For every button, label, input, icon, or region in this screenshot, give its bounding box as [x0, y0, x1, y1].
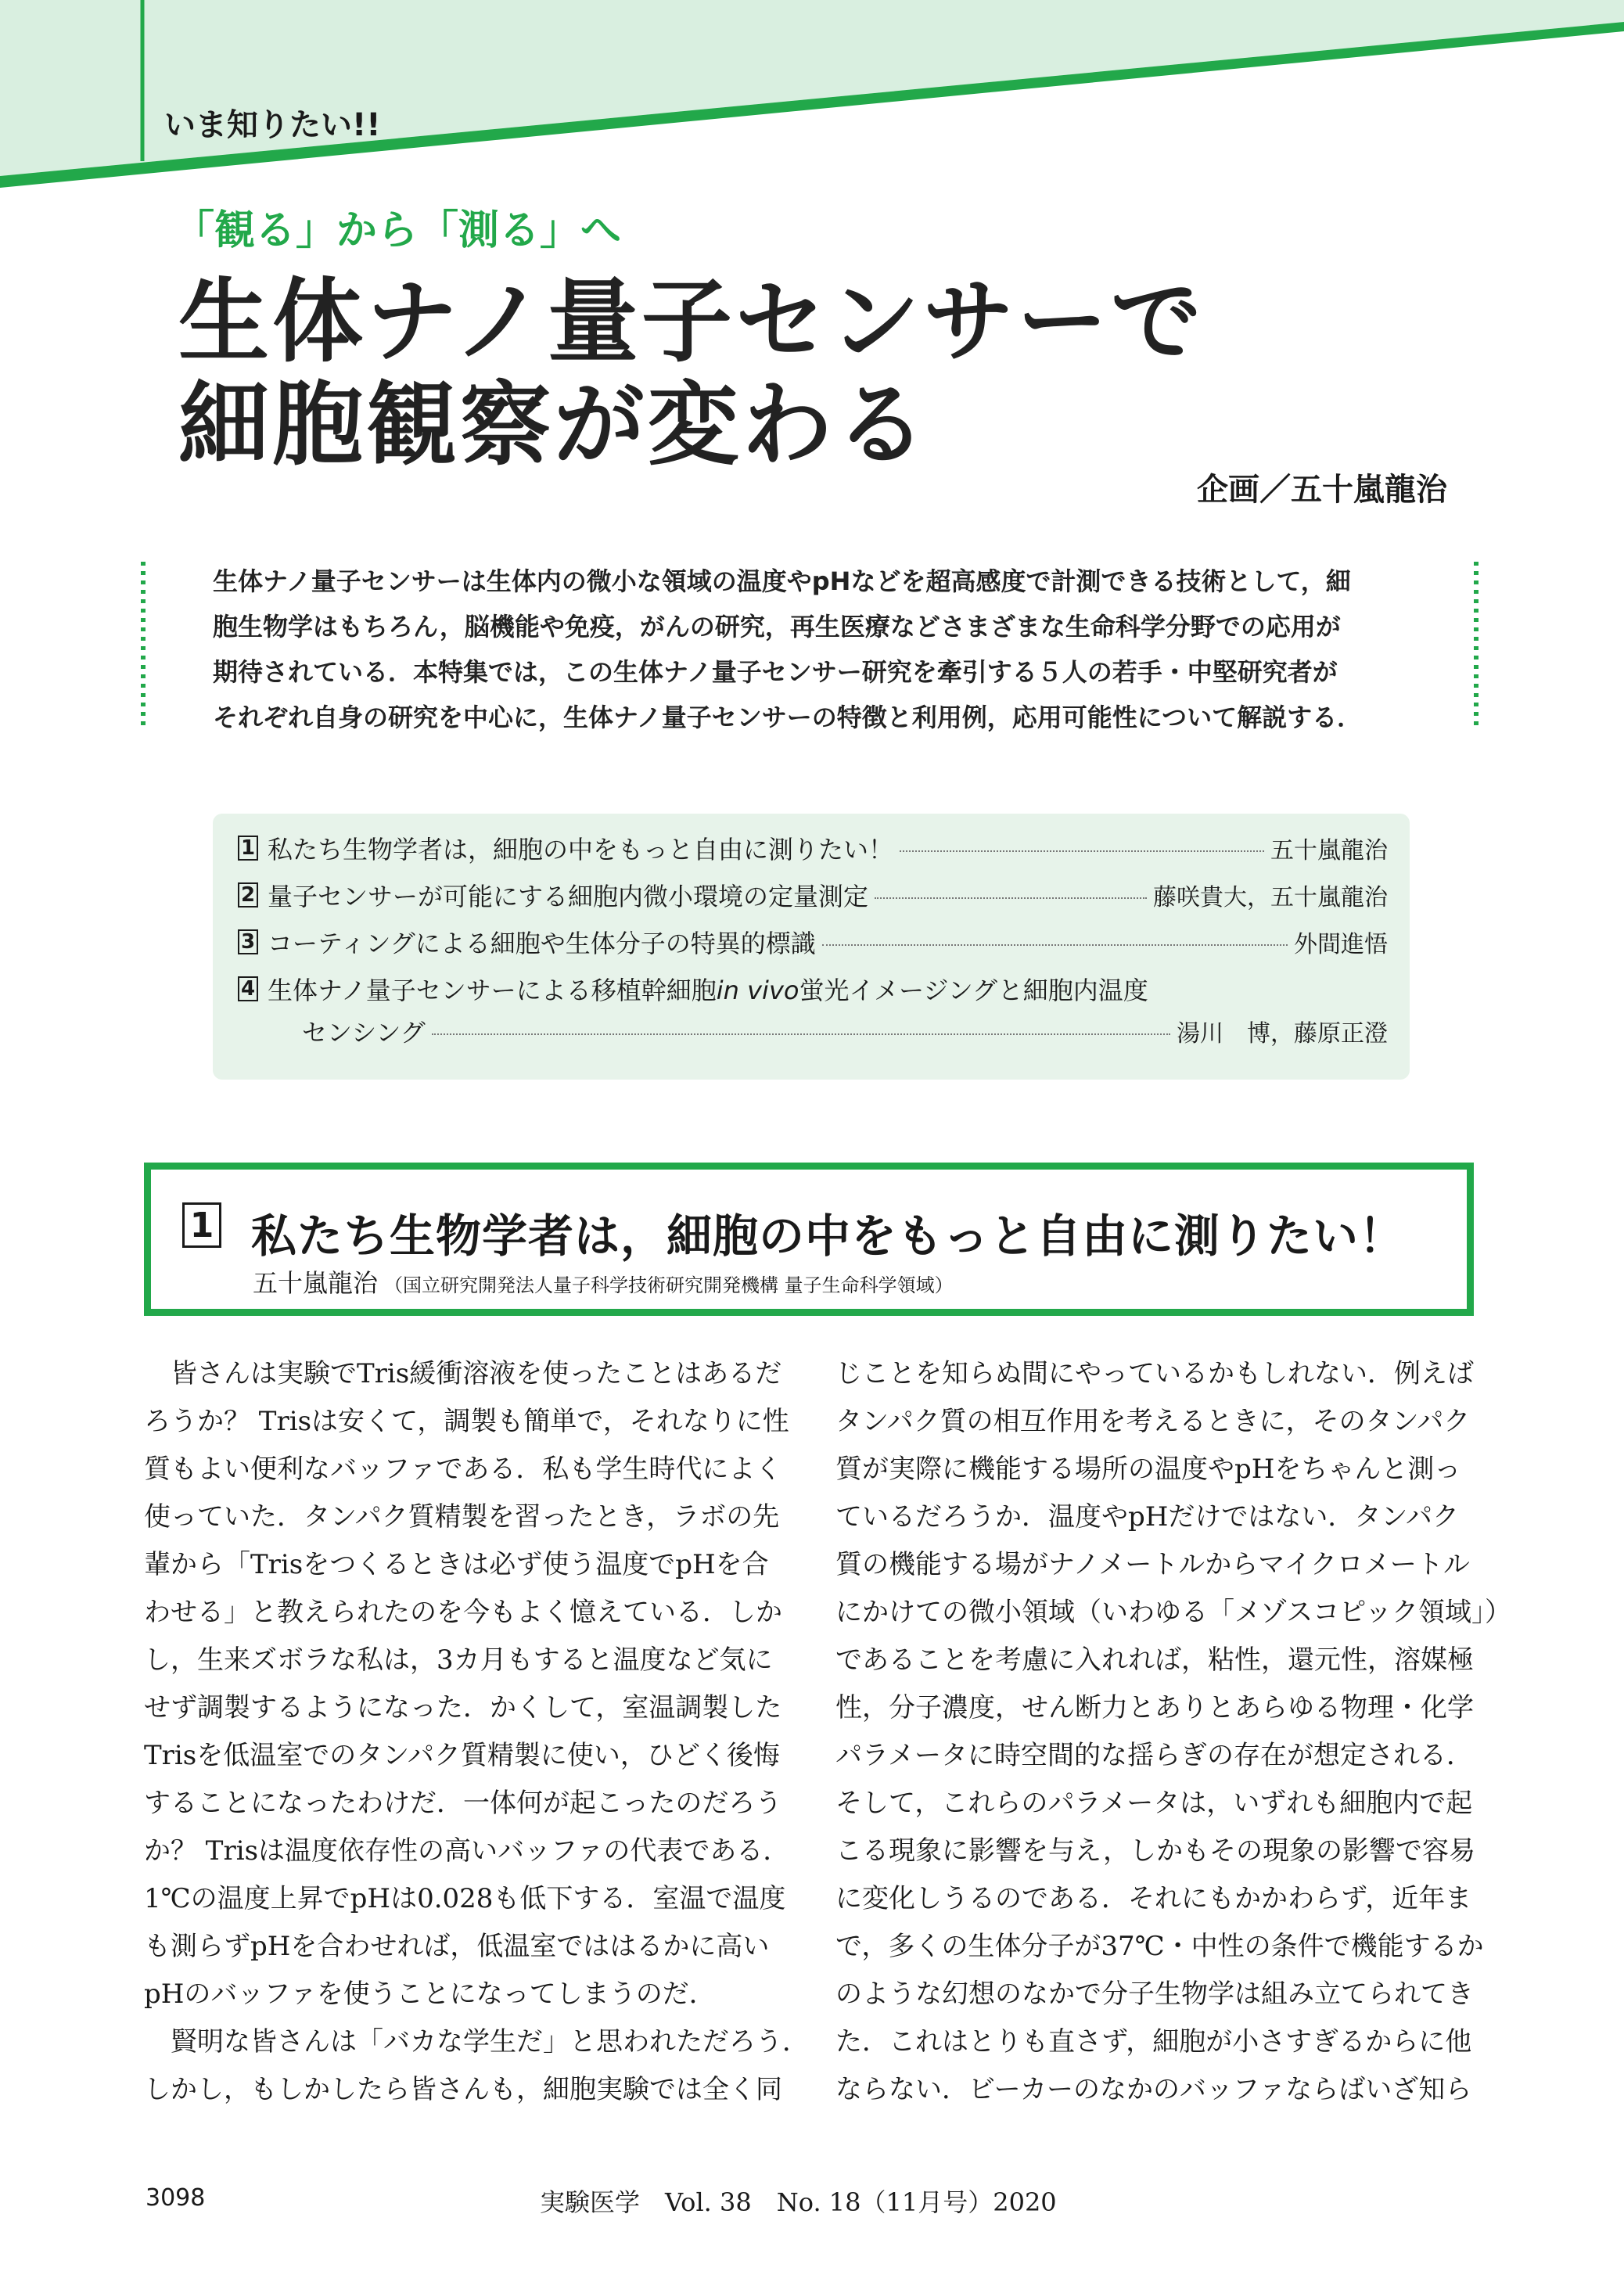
toc-leader-dots — [900, 850, 1264, 852]
toc-leader-dots — [432, 1033, 1170, 1035]
body-line: pHのバッファを使うことになってしまうのだ． — [144, 1979, 716, 2010]
header-band — [0, 0, 1624, 188]
abstract-right-dash — [1474, 562, 1478, 728]
body-line: ならない．ビーカーのなかのバッファならばいざ知ら — [835, 2074, 1472, 2105]
body-line: 質の機能する場がナノメートルからマイクロメートル — [835, 1549, 1470, 1580]
toc-item-number: 2 — [238, 882, 258, 907]
body-line: 輩から「Trisをつくるときは必ず使う温度でpHを合 — [144, 1549, 769, 1580]
body-column-right — [835, 1350, 1511, 2114]
abstract-left-dash — [141, 562, 146, 728]
table-of-contents — [213, 814, 1410, 1080]
body-line: 1℃の温度上昇でpHは0.028も低下する．室温で温度 — [144, 1883, 786, 1914]
abstract-line: それぞれ自身の研究を中心に，生体ナノ量子センサーの特徴と利用例，応用可能性について解説する． — [213, 703, 1363, 732]
body-line: 性，分子濃度，せん断力とありとあらゆる物理・化学 — [835, 1692, 1474, 1723]
body-line: のような幻想のなかで分子生物学は組み立てられてき — [835, 1979, 1474, 2010]
section-author: 五十嵐龍治 — [253, 1268, 379, 1298]
body-line: にかけての微小領域（いわゆる「メゾスコピック領域」） — [835, 1597, 1511, 1628]
toc-item-title-part1: 生体ナノ量子センサーによる移植幹細胞 — [268, 976, 717, 1005]
toc-item-title-part2: 蛍光イメージングと細胞内温度 — [799, 976, 1148, 1005]
toc-leader-dots — [822, 944, 1288, 946]
article-subtitle: 「観る」から「測る」へ — [174, 207, 622, 254]
section-heading-box — [144, 1163, 1474, 1316]
section-title: 私たち生物学者は，細胞の中をもっと自由に測りたい！ — [251, 1209, 1406, 1263]
section-number: 1 — [182, 1202, 221, 1248]
body-line: ているだろうか．温度やpHだけではない．タンパク — [835, 1501, 1460, 1533]
body-line: し，生来ズボラな私は，3カ月もすると温度など気に — [144, 1644, 773, 1676]
body-line: しかし，もしかしたら皆さんも，細胞実験では全く同 — [144, 2074, 782, 2105]
body-line: することになったわけだ．一体何が起こったのだろう — [144, 1788, 782, 1819]
planner-credit: 企画／五十嵐龍治 — [1197, 472, 1447, 508]
body-line: 皆さんは実験でTris緩衝溶液を使ったことはあるだ — [144, 1358, 782, 1389]
abstract-line: 期待されている．本特集では，この生体ナノ量子センサー研究を牽引する５人の若手・中堅研究者が — [213, 657, 1338, 687]
toc-item-number: 3 — [238, 929, 258, 954]
header-band-fill — [0, 0, 1624, 176]
abstract-line: 胞生物学はもちろん，脳機能や免疫，がんの研究，再生医療などさまざまな生命科学分野での応用が — [213, 612, 1341, 642]
toc-leader-dots — [875, 897, 1147, 899]
section-author-line — [253, 1263, 954, 1299]
abstract — [213, 559, 1417, 740]
toc-item-title — [268, 971, 1148, 1007]
toc-item-number: 1 — [238, 836, 258, 861]
body-line: た．これはとりも直さず，細胞が小さすぎるからに他 — [835, 2026, 1472, 2058]
body-line: であることを考慮に入れれば，粘性，還元性，溶媒極 — [835, 1644, 1474, 1676]
toc-item-2[interactable] — [238, 875, 1388, 915]
toc-item-title: コーティングによる細胞や生体分子の特異的標識 — [268, 929, 816, 958]
body-line: せず調製するようになった．かくして，室温調製した — [144, 1692, 782, 1723]
body-line: か？ Trisは温度依存性の高いバッファの代表である． — [144, 1835, 790, 1867]
body-line: わせる」と教えられたのを今もよく憶えている．しか — [144, 1597, 782, 1628]
body-line: に変化しうるのである．それにもかかわらず，近年ま — [835, 1883, 1472, 1914]
article-title-line-1: 生体ナノ量子センサーで — [178, 269, 1205, 375]
toc-item-number: 4 — [238, 976, 258, 1001]
body-line: そして，これらのパラメータは，いずれも細胞内で起 — [835, 1788, 1473, 1819]
toc-item-title-italic: in vivo — [716, 976, 799, 1005]
body-line: じことを知らぬ間にやっているかもしれない．例えば — [835, 1358, 1474, 1389]
body-line: Trisを低温室でのタンパク質精製に使い，ひどく後悔 — [144, 1740, 780, 1771]
body-line: 使っていた．タンパク質精製を習ったとき，ラボの先 — [144, 1501, 780, 1533]
toc-item-title: 私たち生物学者は，細胞の中をもっと自由に測りたい！ — [268, 835, 894, 864]
page-number: 3098 — [146, 2184, 206, 2212]
body-line: で，多くの生体分子が37℃・中性の条件で機能するか — [835, 1931, 1484, 1962]
body-line: タンパク質の相互作用を考えるときに，そのタンパク — [835, 1406, 1471, 1437]
toc-item-author: 外間進悟 — [1294, 931, 1388, 958]
body-line: ろうか？ Trisは安くて，調製も簡単で，それなりに性 — [144, 1406, 789, 1437]
body-line: パラメータに時空間的な揺らぎの存在が想定される． — [835, 1740, 1473, 1771]
toc-item-author: 湯川 博，藤原正澄 — [1177, 1020, 1388, 1048]
toc-item-title-continued: センシング — [302, 1018, 426, 1048]
toc-item-title: 量子センサーが可能にする細胞内微小環境の定量測定 — [268, 882, 869, 911]
body-line: こる現象に影響を与え，しかもその現象の影響で容易 — [835, 1835, 1476, 1867]
body-column-left — [144, 1350, 809, 2114]
series-label: いま知りたい!! — [164, 107, 381, 143]
toc-item-author: 藤咲貴大，五十嵐龍治 — [1153, 884, 1388, 911]
body-line: 質が実際に機能する場所の温度やpHをちゃんと測っ — [835, 1454, 1461, 1485]
toc-item-author: 五十嵐龍治 — [1270, 837, 1388, 864]
toc-item-4-continued[interactable] — [238, 1011, 1388, 1051]
body-line: 質もよい便利なバッファである．私も学生時代によく — [144, 1454, 782, 1485]
journal-info: 実験医学 Vol. 38 No. 18（11月号）2020 — [540, 2187, 1057, 2217]
toc-item-4[interactable] — [238, 969, 1388, 1009]
article-title-line-2: 細胞観察が変わる — [178, 372, 929, 478]
body-line: も測らずpHを合わせれば，低温室でははるかに高い — [144, 1931, 770, 1962]
abstract-line: 生体ナノ量子センサーは生体内の微小な領域の温度やpHなどを超高感度で計測できる技術として，細 — [213, 566, 1351, 596]
toc-item-1[interactable] — [238, 828, 1388, 868]
section-affiliation: （国立研究開発法人量子科学技術研究開発機構 量子生命科学領域） — [384, 1274, 954, 1296]
body-line: 賢明な皆さんは「バカな学生だ」と思われただろう． — [144, 2026, 809, 2058]
toc-item-3[interactable] — [238, 922, 1388, 962]
